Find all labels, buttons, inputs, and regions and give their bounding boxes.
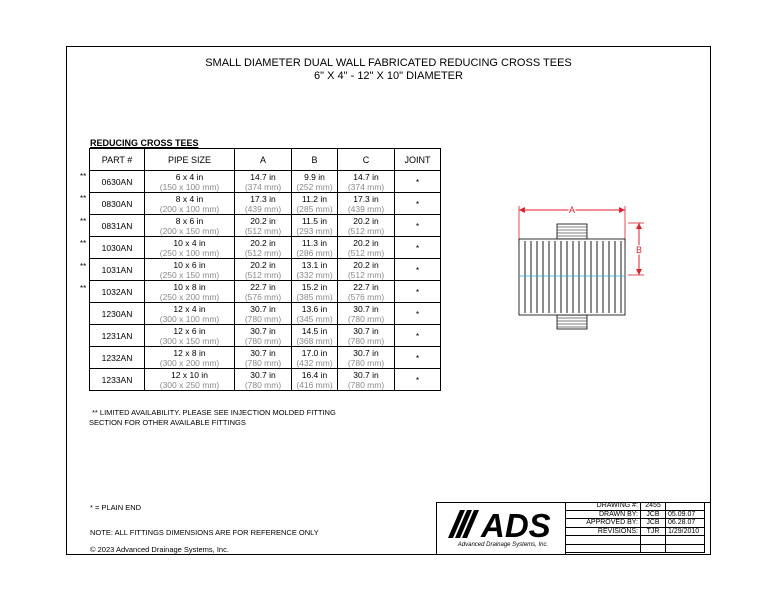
title-block-row xyxy=(566,544,705,553)
title-block-value xyxy=(666,502,705,510)
cell-pipe-size xyxy=(145,347,235,369)
title-block-row xyxy=(566,502,705,510)
limited-availability-flag: ** xyxy=(80,239,87,249)
cell-pipe-size-metric: (300 x 250 mm) xyxy=(159,379,220,390)
cell-pipe-size-imperial: 10 x 8 in xyxy=(173,281,206,292)
cell-pipe-size-metric: (150 x 100 mm) xyxy=(159,181,220,192)
cell-pipe-size-imperial: 8 x 4 in xyxy=(175,193,204,204)
cell-b-imperial: 15.2 in xyxy=(301,281,328,292)
cell-a-metric: (780 mm) xyxy=(244,379,282,390)
cell-b-imperial: 13.6 in xyxy=(301,303,328,314)
cell-part: 1230AN xyxy=(90,303,145,325)
cell-pipe-size-metric: (300 x 200 mm) xyxy=(159,357,220,368)
cell-b-metric: (286 mm) xyxy=(296,247,333,258)
cell-part: 1233AN xyxy=(90,369,145,391)
cell-b-metric: (252 mm) xyxy=(296,181,333,192)
cell-a-imperial: 30.7 in xyxy=(250,369,276,380)
limited-availability-flag: ** xyxy=(80,284,87,293)
cell-a-imperial: 30.7 in xyxy=(250,325,276,336)
col-header-joint: JOINT xyxy=(395,149,441,171)
title-block-value: JCB xyxy=(641,510,666,519)
limited-availability-flag: ** xyxy=(80,261,87,271)
cell-pipe-size-imperial: 12 x 4 in xyxy=(173,303,206,314)
cell-pipe-size-metric: (300 x 100 mm) xyxy=(159,313,220,324)
title-block-row xyxy=(566,510,705,519)
cell-c-metric: (512 mm) xyxy=(347,247,385,258)
copyright: © 2023 Advanced Drainage Systems, Inc. xyxy=(90,545,229,554)
drawing-subtitle: 6" X 4" - 12" X 10" DIAMETER xyxy=(314,70,463,82)
cell-c xyxy=(338,325,395,347)
cell-joint: * xyxy=(395,171,441,193)
cell-a-imperial: 30.7 in xyxy=(250,347,276,358)
cell-a-metric: (780 mm) xyxy=(244,357,282,368)
cell-c xyxy=(338,193,395,215)
cell-c xyxy=(338,369,395,391)
cell-pipe-size-metric: (200 x 100 mm) xyxy=(159,203,220,214)
drawing-title: SMALL DIAMETER DUAL WALL FABRICATED REDUCING CROSS TEES xyxy=(205,57,572,69)
cell-a xyxy=(235,369,292,391)
table-row xyxy=(90,237,441,259)
cell-part: 0630AN xyxy=(90,171,145,193)
table-row xyxy=(90,193,441,215)
table-row xyxy=(90,369,441,391)
cell-joint: * xyxy=(395,215,441,237)
cell-part: 1030AN xyxy=(90,237,145,259)
title-block-value xyxy=(641,544,666,553)
cell-joint: * xyxy=(395,193,441,215)
cell-pipe-size-imperial: 10 x 6 in xyxy=(173,259,206,270)
cell-part: 0830AN xyxy=(90,193,145,215)
limited-availability-flag: ** xyxy=(80,172,87,181)
col-header-part: PART # xyxy=(90,149,145,171)
title-block-value: JCB xyxy=(641,519,666,528)
cell-pipe-size xyxy=(145,303,235,325)
dimension-a-label: A xyxy=(569,205,576,215)
reducing-cross-tees-table xyxy=(89,148,441,391)
title-block-value: TJR xyxy=(641,527,666,536)
cell-a-imperial: 30.7 in xyxy=(250,303,276,314)
section-title: REDUCING CROSS TEES xyxy=(90,138,199,148)
cell-b-metric: (368 mm) xyxy=(296,335,333,346)
cell-b xyxy=(292,303,338,325)
cell-a-metric: (512 mm) xyxy=(244,225,282,236)
cell-pipe-size-metric: (250 x 100 mm) xyxy=(159,247,220,258)
company-logo xyxy=(436,502,566,555)
ads-logo-mark xyxy=(446,508,558,540)
cell-pipe-size-metric: (200 x 150 mm) xyxy=(159,225,220,236)
cell-a-metric: (780 mm) xyxy=(244,335,282,346)
cell-a-metric: (374 mm) xyxy=(244,181,282,192)
cell-a-metric: (576 mm) xyxy=(244,291,282,302)
cell-pipe-size-imperial: 10 x 4 in xyxy=(173,237,206,248)
cell-b-metric: (416 mm) xyxy=(296,379,333,390)
cell-c-imperial: 20.2 in xyxy=(353,259,379,270)
plain-end-note: * = PLAIN END xyxy=(90,503,142,512)
cell-a-imperial: 17.3 in xyxy=(250,193,276,204)
table-row xyxy=(90,215,441,237)
cell-c-imperial: 30.7 in xyxy=(353,303,379,314)
title-block-label: APPROVED BY: xyxy=(566,519,641,528)
cell-pipe-size-metric: (250 x 200 mm) xyxy=(159,291,220,302)
reference-note: NOTE: ALL FITTINGS DIMENSIONS ARE FOR REFERENCE ONLY xyxy=(90,528,319,537)
cell-b xyxy=(292,281,338,303)
cell-c-imperial: 22.7 in xyxy=(353,281,379,292)
dimension-b xyxy=(628,223,644,275)
cell-b xyxy=(292,347,338,369)
cell-c xyxy=(338,281,395,303)
cell-pipe-size xyxy=(145,325,235,347)
cell-pipe-size-metric: (300 x 150 mm) xyxy=(159,335,220,346)
cell-a-metric: (439 mm) xyxy=(244,203,282,214)
col-header-pipe-size: PIPE SIZE xyxy=(145,149,235,171)
cell-joint: * xyxy=(395,369,441,391)
cell-b-imperial: 11.5 in xyxy=(302,215,327,226)
cell-b xyxy=(292,215,338,237)
cell-c-imperial: 30.7 in xyxy=(353,325,379,336)
cell-pipe-size-imperial: 12 x 10 in xyxy=(171,369,208,380)
title-block-label xyxy=(566,544,641,553)
table-row xyxy=(90,347,441,369)
cell-c-imperial: 30.7 in xyxy=(353,347,379,358)
cell-b-imperial: 9.9 in xyxy=(304,171,325,182)
cell-a-metric: (780 mm) xyxy=(244,313,282,324)
table-row xyxy=(90,259,441,281)
cell-a-imperial: 20.2 in xyxy=(250,215,276,226)
cell-c xyxy=(338,237,395,259)
cell-part: 1231AN xyxy=(90,325,145,347)
cell-a xyxy=(235,237,292,259)
logo-subtitle: Advanced Drainage Systems, Inc. xyxy=(457,542,549,548)
bottom-branch xyxy=(557,315,587,329)
cell-b-imperial: 17.0 in xyxy=(301,347,328,358)
cell-b-metric: (345 mm) xyxy=(296,313,333,324)
cell-joint: * xyxy=(395,281,441,303)
cell-b-imperial: 11.3 in xyxy=(302,237,327,248)
cell-a xyxy=(235,347,292,369)
cell-c-imperial: 14.7 in xyxy=(353,171,379,182)
title-block-value xyxy=(666,544,705,553)
cell-a-imperial: 14.7 in xyxy=(250,171,276,182)
cell-b xyxy=(292,259,338,281)
table-row xyxy=(90,325,441,347)
col-header-b: B xyxy=(292,149,338,171)
cell-part: 1232AN xyxy=(90,347,145,369)
cell-c-imperial: 17.3 in xyxy=(353,193,379,204)
limited-availability-note-cont: SECTION FOR OTHER AVAILABLE FITTINGS xyxy=(89,418,246,427)
cell-b-metric: (332 mm) xyxy=(296,269,333,280)
logo-text: ADS xyxy=(481,508,551,540)
cell-pipe-size xyxy=(145,259,235,281)
cell-part: 0831AN xyxy=(90,215,145,237)
table-row xyxy=(90,171,441,193)
cell-c xyxy=(338,347,395,369)
cell-pipe-size xyxy=(145,215,235,237)
title-block-label: REVISIONS: xyxy=(566,527,641,536)
cell-a-imperial: 20.2 in xyxy=(250,237,276,248)
cell-a-imperial: 22.7 in xyxy=(250,281,276,292)
cell-a-metric: (512 mm) xyxy=(244,247,282,258)
cell-joint: * xyxy=(395,325,441,347)
cell-c-metric: (512 mm) xyxy=(347,269,385,280)
cell-part: 1031AN xyxy=(90,259,145,281)
cell-joint: * xyxy=(395,347,441,369)
cell-c-metric: (439 mm) xyxy=(347,203,385,214)
cell-a xyxy=(235,193,292,215)
cell-c xyxy=(338,303,395,325)
cell-pipe-size xyxy=(145,171,235,193)
cell-b-metric: (285 mm) xyxy=(296,203,333,214)
dimension-b-label: B xyxy=(636,245,643,255)
col-header-c: C xyxy=(338,149,395,171)
limited-availability-flag: ** xyxy=(80,216,87,226)
cross-tee-drawing xyxy=(512,202,652,342)
cell-b-metric: (385 mm) xyxy=(296,291,333,302)
cell-pipe-size xyxy=(145,193,235,215)
cell-pipe-size-imperial: 8 x 6 in xyxy=(175,215,204,226)
cell-c-metric: (512 mm) xyxy=(347,225,385,236)
cell-pipe-size xyxy=(145,369,235,391)
limited-availability-note: ** LIMITED AVAILABILITY. PLEASE SEE INJECTION MOLDED FITTING xyxy=(92,408,336,417)
cell-b xyxy=(292,237,338,259)
top-branch xyxy=(557,224,587,239)
table-header-row xyxy=(90,149,441,171)
title-block-label: DRAWN BY: xyxy=(566,510,641,519)
title-block-value xyxy=(666,536,705,545)
cell-b-metric: (432 mm) xyxy=(296,357,333,368)
title-block-value: 06.28.07 xyxy=(666,519,705,528)
cell-joint: * xyxy=(395,237,441,259)
cell-c-metric: (576 mm) xyxy=(347,291,385,302)
title-block-label xyxy=(566,536,641,545)
cell-c-metric: (780 mm) xyxy=(347,379,385,390)
cell-c xyxy=(338,171,395,193)
cell-a xyxy=(235,215,292,237)
cell-b-imperial: 11.2 in xyxy=(302,193,327,204)
table-row xyxy=(90,303,441,325)
main-pipe xyxy=(519,239,625,315)
cell-b xyxy=(292,193,338,215)
cell-pipe-size-imperial: 12 x 6 in xyxy=(173,325,206,336)
cell-c-metric: (374 mm) xyxy=(347,181,385,192)
cell-c-metric: (780 mm) xyxy=(347,357,385,368)
title-block-row xyxy=(566,527,705,536)
cell-pipe-size-imperial: 6 x 4 in xyxy=(175,171,204,182)
title-block-row xyxy=(566,536,705,545)
cell-joint: * xyxy=(395,259,441,281)
cell-c xyxy=(338,215,395,237)
title-block-grid xyxy=(566,502,705,553)
title-block-value xyxy=(641,536,666,545)
title-block-label: DRAWING #: xyxy=(566,502,641,510)
cell-b-imperial: 13.1 in xyxy=(301,259,328,270)
cell-b-metric: (293 mm) xyxy=(296,225,333,236)
cell-b xyxy=(292,369,338,391)
title-block-row xyxy=(566,519,705,528)
cell-a xyxy=(235,171,292,193)
cell-a xyxy=(235,259,292,281)
cell-b-imperial: 14.5 in xyxy=(301,325,328,336)
cell-b xyxy=(292,171,338,193)
cell-pipe-size xyxy=(145,237,235,259)
cell-c xyxy=(338,259,395,281)
cell-a-metric: (512 mm) xyxy=(244,269,282,280)
table-row xyxy=(90,281,441,303)
cell-c-metric: (780 mm) xyxy=(347,335,385,346)
limited-availability-flag: ** xyxy=(80,194,87,204)
cell-a xyxy=(235,303,292,325)
cell-a xyxy=(235,281,292,303)
cell-b-imperial: 16.4 in xyxy=(301,369,328,380)
title-block-value: 05.09.07 xyxy=(666,510,705,519)
cell-pipe-size-imperial: 12 x 8 in xyxy=(173,347,206,358)
cell-c-imperial: 20.2 in xyxy=(353,215,379,226)
cell-pipe-size-metric: (250 x 150 mm) xyxy=(159,269,220,280)
cell-a-imperial: 20.2 in xyxy=(250,259,276,270)
title-block-value: 2455 xyxy=(641,502,666,510)
title-block-value: 1/29/2010 xyxy=(666,527,705,536)
cell-c-imperial: 30.7 in xyxy=(353,369,379,380)
col-header-a: A xyxy=(235,149,292,171)
cell-pipe-size xyxy=(145,281,235,303)
cell-a xyxy=(235,325,292,347)
cell-c-imperial: 20.2 in xyxy=(353,237,379,248)
cell-joint: * xyxy=(395,303,441,325)
cell-b xyxy=(292,325,338,347)
cell-c-metric: (780 mm) xyxy=(347,313,385,324)
cell-part: 1032AN xyxy=(90,281,145,303)
